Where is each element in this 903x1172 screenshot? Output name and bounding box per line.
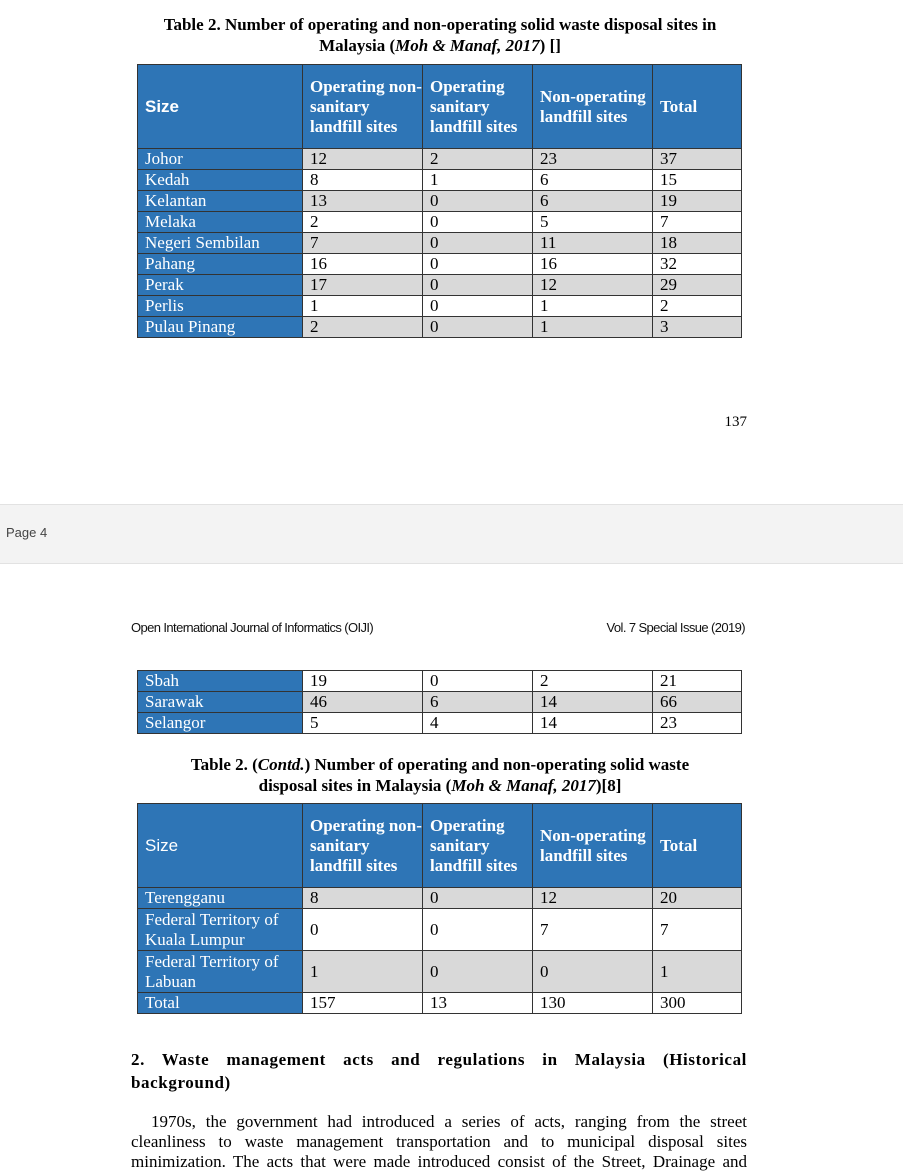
- value-cell: 66: [653, 692, 742, 713]
- state-cell: Pulau Pinang: [138, 317, 303, 338]
- value-cell: 13: [303, 191, 423, 212]
- value-cell: 21: [653, 671, 742, 692]
- header-size: Size: [138, 804, 303, 888]
- value-cell: 4: [423, 713, 533, 734]
- value-cell: 0: [533, 951, 653, 993]
- state-cell: Kedah: [138, 170, 303, 191]
- value-cell: 2: [423, 149, 533, 170]
- value-cell: 6: [423, 692, 533, 713]
- value-cell: 8: [303, 170, 423, 191]
- value-cell: 0: [423, 296, 533, 317]
- value-cell: 1: [303, 296, 423, 317]
- state-cell: Johor: [138, 149, 303, 170]
- table-row: [138, 191, 742, 212]
- table-caption-line2: Malaysia (Moh & Manaf, 2017) []: [319, 36, 561, 55]
- landfill-table-continued: [137, 670, 742, 734]
- table-row: [138, 170, 742, 191]
- value-cell: 12: [303, 149, 423, 170]
- table-row: [138, 951, 742, 993]
- header-operating-sanitary: Operating sanitary landfill sites: [423, 65, 533, 149]
- value-cell: 17: [303, 275, 423, 296]
- value-cell: 16: [533, 254, 653, 275]
- state-cell: Sarawak: [138, 692, 303, 713]
- table-caption: [120, 14, 760, 56]
- state-cell: Kelantan: [138, 191, 303, 212]
- table-row: [138, 317, 742, 338]
- value-cell: 7: [303, 233, 423, 254]
- value-cell: 23: [533, 149, 653, 170]
- value-cell: 130: [533, 993, 653, 1014]
- table-row-total: [138, 993, 742, 1014]
- value-cell: 32: [653, 254, 742, 275]
- value-cell: 7: [653, 212, 742, 233]
- value-cell: 1: [533, 296, 653, 317]
- value-cell: 0: [423, 233, 533, 254]
- header-size: Size: [138, 65, 303, 149]
- table-row: [138, 692, 742, 713]
- value-cell: 2: [303, 317, 423, 338]
- header-total: Total: [653, 804, 742, 888]
- value-cell: 14: [533, 713, 653, 734]
- value-cell: 12: [533, 888, 653, 909]
- value-cell: 29: [653, 275, 742, 296]
- value-cell: 14: [533, 692, 653, 713]
- value-cell: 0: [423, 671, 533, 692]
- value-cell: 1: [423, 170, 533, 191]
- page-separator: [0, 504, 903, 564]
- value-cell: 2: [533, 671, 653, 692]
- header-total: Total: [653, 65, 742, 149]
- value-cell: 13: [423, 993, 533, 1014]
- running-header-journal: Open International Journal of Informatics (OIJI): [131, 620, 374, 635]
- state-cell: Selangor: [138, 713, 303, 734]
- page-label: Page 4: [6, 525, 48, 540]
- header-operating-non-sanitary: Operating non-sanitary landfill sites: [303, 65, 423, 149]
- value-cell: 157: [303, 993, 423, 1014]
- value-cell: 37: [653, 149, 742, 170]
- landfill-table: [137, 64, 742, 338]
- header-non-operating: Non-operating landfill sites: [533, 804, 653, 888]
- table-row: [138, 671, 742, 692]
- paragraph-line: 1970s, the government had introduced a series of acts, ranging from the street: [151, 1112, 747, 1131]
- value-cell: 6: [533, 191, 653, 212]
- state-cell: Pahang: [138, 254, 303, 275]
- value-cell: 0: [423, 888, 533, 909]
- value-cell: 7: [533, 909, 653, 951]
- section-heading: 2. Waste management acts and regulations in Malaysia (Historical background): [131, 1050, 747, 1092]
- table-row: [138, 296, 742, 317]
- table-row: [138, 888, 742, 909]
- value-cell: 0: [303, 909, 423, 951]
- value-cell: 7: [653, 909, 742, 951]
- state-cell: Federal Territory of Labuan: [138, 951, 303, 993]
- value-cell: 0: [423, 254, 533, 275]
- table-row: [138, 212, 742, 233]
- header-non-operating: Non-operating landfill sites: [533, 65, 653, 149]
- value-cell: 0: [423, 275, 533, 296]
- body-paragraph: [131, 1112, 747, 1172]
- value-cell: 0: [423, 951, 533, 993]
- paragraph-line: minimization. The acts that were made introduced consist of the Street, Drainage and: [131, 1152, 747, 1171]
- header-operating-sanitary: Operating sanitary landfill sites: [423, 804, 533, 888]
- value-cell: 1: [303, 951, 423, 993]
- value-cell: 5: [303, 713, 423, 734]
- value-cell: 0: [423, 909, 533, 951]
- value-cell: 11: [533, 233, 653, 254]
- table-caption-contd: Table 2. (Contd.) Number of operating and non-operating solid waste disposal sites in Malaysia (Moh & Manaf, 2017)[8]: [190, 755, 690, 795]
- table-row: [138, 275, 742, 296]
- running-header-volume: Vol. 7 Special Issue (2019): [606, 620, 745, 635]
- value-cell: 12: [533, 275, 653, 296]
- table-caption-line1: Table 2. Number of operating and non-operating solid waste disposal sites in: [163, 15, 717, 34]
- table-row: [138, 254, 742, 275]
- value-cell: 2: [303, 212, 423, 233]
- value-cell: 1: [653, 951, 742, 993]
- header-operating-non-sanitary: Operating non-sanitary landfill sites: [303, 804, 423, 888]
- state-cell: Total: [138, 993, 303, 1014]
- value-cell: 2: [653, 296, 742, 317]
- value-cell: 16: [303, 254, 423, 275]
- state-cell: Perak: [138, 275, 303, 296]
- state-cell: Terengganu: [138, 888, 303, 909]
- table-row: [138, 233, 742, 254]
- state-cell: Perlis: [138, 296, 303, 317]
- value-cell: 23: [653, 713, 742, 734]
- value-cell: 0: [423, 317, 533, 338]
- value-cell: 8: [303, 888, 423, 909]
- table-row: [138, 909, 742, 951]
- value-cell: 1: [533, 317, 653, 338]
- value-cell: 0: [423, 212, 533, 233]
- value-cell: 0: [423, 191, 533, 212]
- citation: Moh & Manaf, 2017: [395, 36, 540, 55]
- value-cell: 300: [653, 993, 742, 1014]
- value-cell: 5: [533, 212, 653, 233]
- citation: Moh & Manaf, 2017: [451, 776, 596, 795]
- value-cell: 46: [303, 692, 423, 713]
- state-cell: Sbah: [138, 671, 303, 692]
- table-row: [138, 149, 742, 170]
- table-row: [138, 713, 742, 734]
- paragraph-line: cleanliness to waste management transportation and to municipal disposal sites: [131, 1132, 747, 1151]
- state-cell: Melaka: [138, 212, 303, 233]
- page-number: 137: [724, 414, 747, 430]
- value-cell: 19: [653, 191, 742, 212]
- value-cell: 6: [533, 170, 653, 191]
- state-cell: Negeri Sembilan: [138, 233, 303, 254]
- state-cell: Federal Territory of Kuala Lumpur: [138, 909, 303, 951]
- landfill-table-bottom: [137, 803, 742, 1014]
- value-cell: 18: [653, 233, 742, 254]
- value-cell: 15: [653, 170, 742, 191]
- value-cell: 20: [653, 888, 742, 909]
- value-cell: 19: [303, 671, 423, 692]
- value-cell: 3: [653, 317, 742, 338]
